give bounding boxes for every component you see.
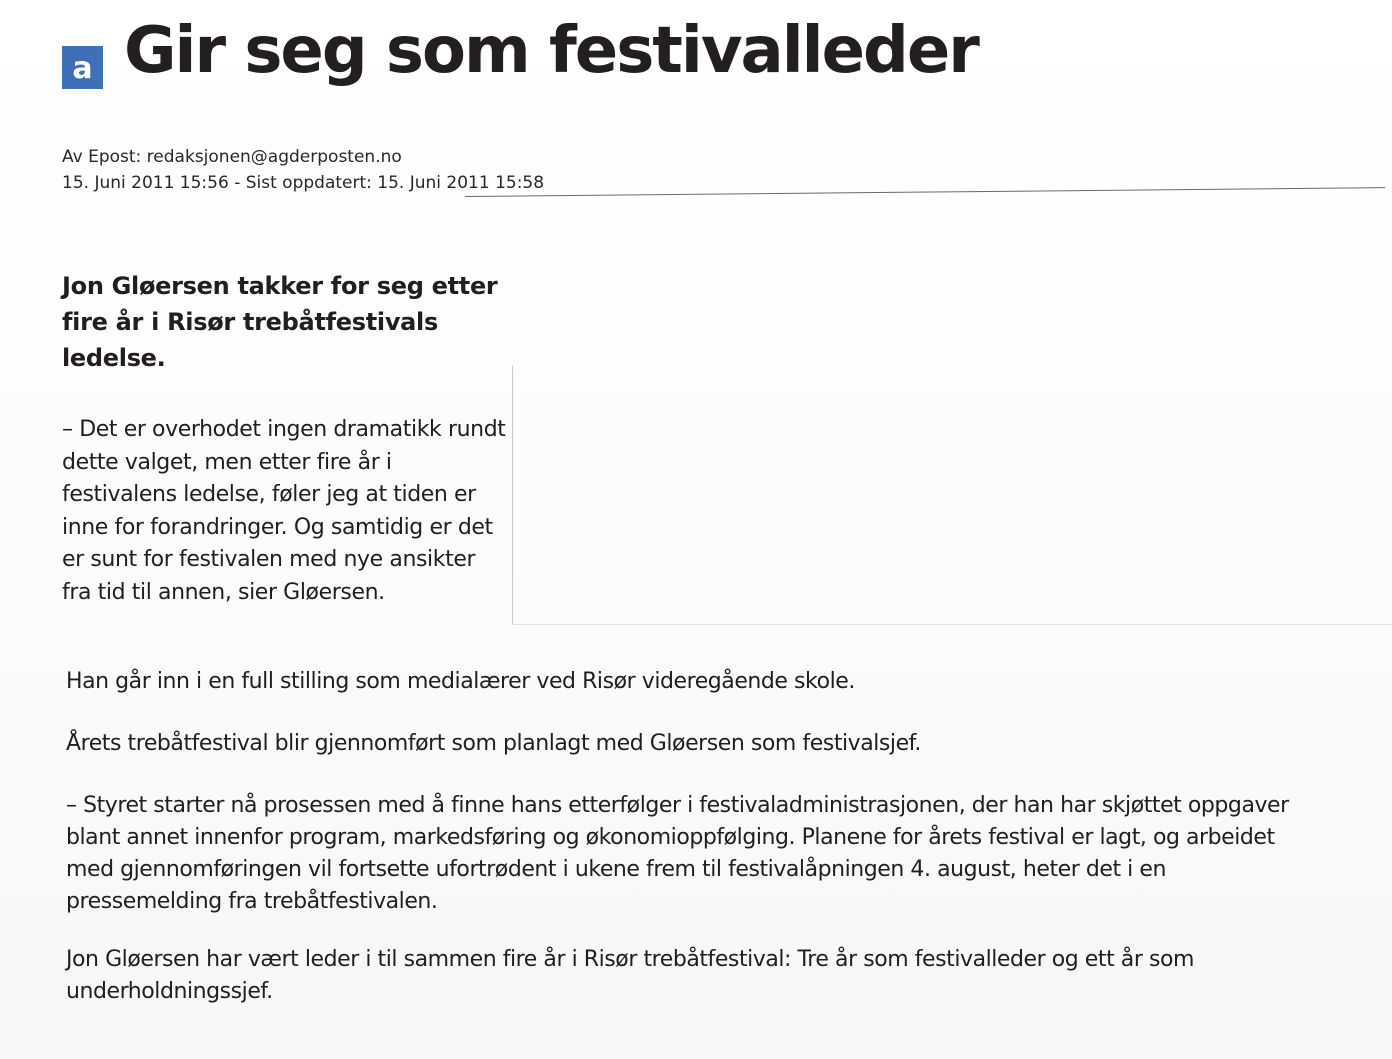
- article-lead: Jon Gløersen takker for seg etter fire år i Risør trebåtfestivals ledelse.: [62, 272, 498, 372]
- byline-divider: [465, 187, 1385, 197]
- article-paragraph-3: – Styret starter nå prosessen med å finne hans etterfølger i festivaladministrasjonen, der han har skjøttet oppgaver blant annet innenfor program, markedsføring og økonomioppfølging. Planene for årets festival er lagt, og arbeidet med gjennomføringen vil fortsette ufortrødent i ukene frem til festivalåpningen 4. august, heter det i en pressemelding fra trebåtfestivalen.: [66, 793, 1289, 914]
- byline: [62, 144, 544, 196]
- article-paragraph-1: Han går inn i en full stilling som medialærer ved Risør videregående skole.: [66, 669, 855, 694]
- article-paragraph-4: Jon Gløersen har vært leder i til sammen fire år i Risør trebåtfestival: Tre år som festivalleder og ett år som underholdningssjef.: [66, 947, 1194, 1004]
- logo-letter: a: [72, 50, 93, 86]
- article-paragraph-2: Årets trebåtfestival blir gjennomført som planlagt med Gløersen som festivalsjef.: [66, 731, 921, 756]
- article-headline: Gir seg som festivalleder: [124, 14, 978, 88]
- agderposten-logo: [62, 46, 103, 89]
- bleed-through-frame: [512, 366, 1392, 625]
- byline-dates: 15. Juni 2011 15:56 - Sist oppdatert: 15. Juni 2011 15:58: [62, 173, 545, 193]
- article-quote: – Det er overhodet ingen dramatikk rundt dette valget, men etter fire år i festivalens ledelse, føler jeg at tiden er inne for forandringer. Og samtidig er det er sunt for festivalen med nye ansikter fra tid til annen, sier Gløersen.: [62, 417, 506, 605]
- byline-author: Av Epost: redaksjonen@agderposten.no: [62, 147, 402, 167]
